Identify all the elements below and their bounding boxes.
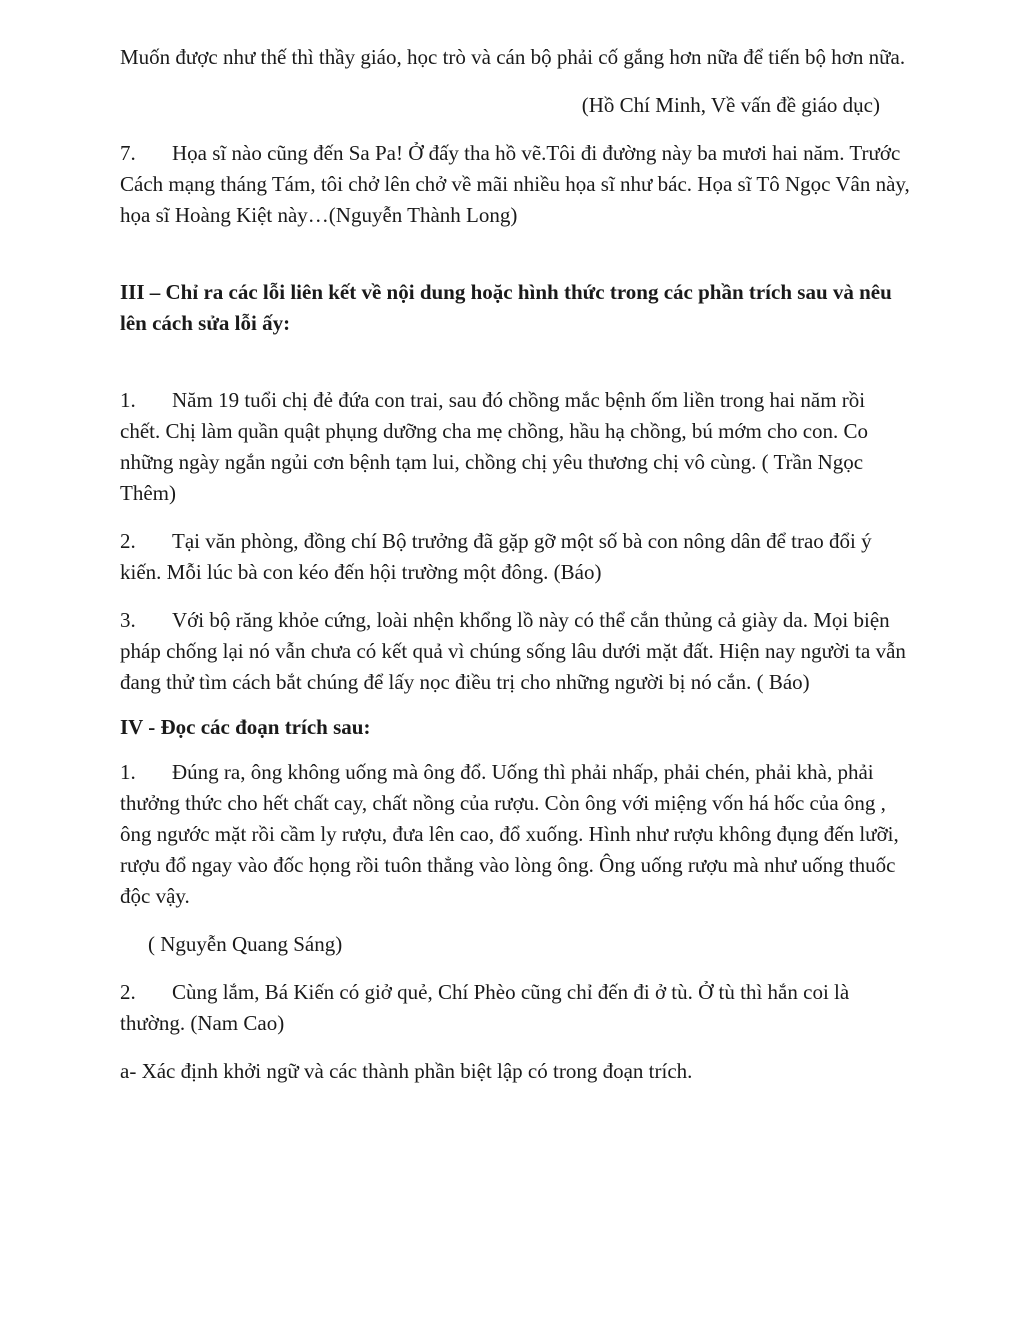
section-3-item-1 (120, 385, 910, 509)
document-page (120, 42, 910, 1087)
section-4-task-a: a- Xác định khởi ngữ và các thành phần biệt lập có trong đoạn trích. (120, 1059, 693, 1083)
section-4-item-1-text: Đúng ra, ông không uống mà ông đổ. Uống thì phải nhấp, phải chén, phải khà, phải thưởng thức cho hết chất cay, chất nồng của rượu. Còn ông với miệng vốn há hốc của ông , ông ngước mặt rồi cầm ly rượu, đưa lên cao, đổ xuống. Hình như rượu không đụng đến lưỡi, rượu đổ ngay vào đốc họng rồi tuôn thẳng vào lòng ông. Ông uống rượu mà như uống thuốc độc vậy. (120, 760, 899, 908)
section-3-item-3 (120, 605, 910, 698)
section-4-item-1 (120, 757, 910, 912)
intro-paragraph: Muốn được như thế thì thầy giáo, học trò và cán bộ phải cố gắng hơn nữa để tiến bộ hơn nữa. (120, 45, 906, 69)
section-4-item-2 (120, 977, 910, 1039)
section-4-item-1-number: 1. (120, 760, 136, 784)
section-3-item-3-number: 3. (120, 608, 136, 632)
section-4-item-2-text: Cùng lắm, Bá Kiến có giở quẻ, Chí Phèo cũng chỉ đến đi ở tù. Ở tù thì hắn coi là thường. (Nam Cao) (120, 980, 850, 1035)
section-3-item-2 (120, 526, 910, 588)
item-7-number: 7. (120, 141, 136, 165)
section-3-heading: III – Chỉ ra các lỗi liên kết về nội dung hoặc hình thức trong các phần trích sau và nêu lên cách sửa lỗi ấy: (120, 280, 892, 335)
section-3-item-2-number: 2. (120, 529, 136, 553)
item-7-text: Họa sĩ nào cũng đến Sa Pa! Ở đấy tha hồ vẽ.Tôi đi đường này ba mươi hai năm. Trước Cách mạng tháng Tám, tôi chở lên chở về mãi nhiều họa sĩ như bác. Họa sĩ Tô Ngọc Vân này, họa sĩ Hoàng Kiệt này…(Nguyễn Thành Long) (120, 141, 910, 227)
intro-source: (Hồ Chí Minh, Về vấn đề giáo dục) (581, 93, 880, 117)
item-7 (120, 138, 910, 231)
section-3-item-2-text: Tại văn phòng, đồng chí Bộ trưởng đã gặp gỡ một số bà con nông dân để trao đổi ý kiến. Mỗi lúc bà con kéo đến hội trường một đông. (Báo) (120, 529, 872, 584)
section-3-item-1-text: Năm 19 tuổi chị đẻ đứa con trai, sau đó chồng mắc bệnh ốm liền trong hai năm rồi chết. Chị làm quần quật phụng dưỡng cha mẹ chồng, hầu hạ chồng, bú mớm cho con. Co những ngày ngắn ngủi cơn bệnh tạm lui, chồng chị yêu thương chị vô cùng. ( Trần Ngọc Thêm) (120, 388, 869, 505)
section-4-heading: IV - Đọc các đoạn trích sau: (120, 715, 371, 739)
section-3-item-3-text: Với bộ răng khỏe cứng, loài nhện khổng lồ này có thể cắn thủng cả giày da. Mọi biện pháp chống lại nó vẫn chưa có kết quả vì chúng sống lâu dưới mặt đất. Hiện nay người ta vẫn đang thử tìm cách bắt chúng để lấy nọc điều trị cho những người bị nó cắn. ( Báo) (120, 608, 906, 694)
section-3-item-1-number: 1. (120, 388, 136, 412)
section-4-item-2-number: 2. (120, 980, 136, 1004)
section-4-item-1-source: ( Nguyễn Quang Sáng) (148, 932, 343, 956)
